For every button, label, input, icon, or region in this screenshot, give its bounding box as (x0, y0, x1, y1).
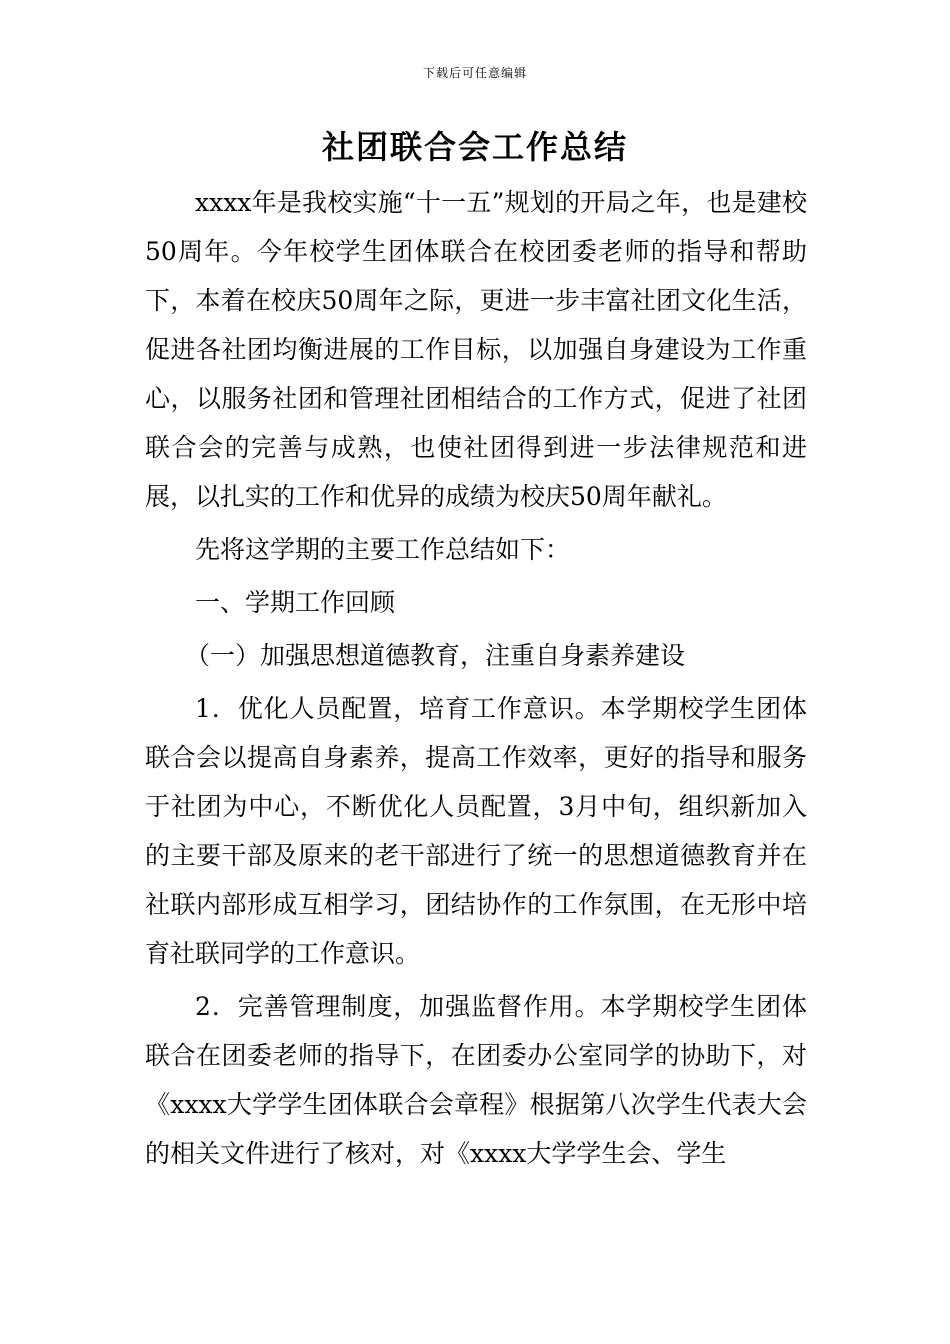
paragraph-item-2: 2．完善管理制度，加强监督作用。本学期校学生团体联合在团委老师的指导下，在团委办公室同学的协助下，对《xxxx大学学生团体联合会章程》根据第八次学生代表大会的相关文件进行了核对，对《xxxx大学学生会、学生 (145, 992, 807, 1168)
paragraph-item-1: 1．优化人员配置，培育工作意识。本学期校学生团体联合会以提高自身素养，提高工作效率，更好的指导和服务于社团为中心，不断优化人员配置，3月中旬，组织新加入的主要干部及原来的老干部进行了统一的思想道德教育并在社联内部形成互相学习，团结协作的工作氛围，在无形中培育社联同学的工作意识。 (145, 694, 807, 968)
document-title: 社团联合会工作总结 (321, 128, 628, 166)
paragraph-summary-lead: 先将这学期的主要工作总结如下： (195, 535, 571, 564)
subsection-heading-education: （一）加强思想道德教育，注重自身素养建设 (185, 641, 686, 670)
paragraph-intro: xxxx年是我校实施“十一五”规划的开局之年，也是建校50周年。今年校学生团体联合在校团委老师的指导和帮助下，本着在校庆50周年之际，更进一步丰富社团文化生活，促进各社团均衡进展的工作目标，以加强自身建设为工作重心，以服务社团和管理社团相结合的工作方式，促进了社团联合会的完善与成熟，也使社团得到进一步法律规范和进展，以扎实的工作和优异的成绩为校庆50周年献礼。 (145, 188, 807, 511)
section-heading-review: 一、学期工作回顾 (195, 588, 396, 617)
header-note: 下载后可任意编辑 (422, 66, 527, 80)
document-body (145, 178, 807, 1178)
